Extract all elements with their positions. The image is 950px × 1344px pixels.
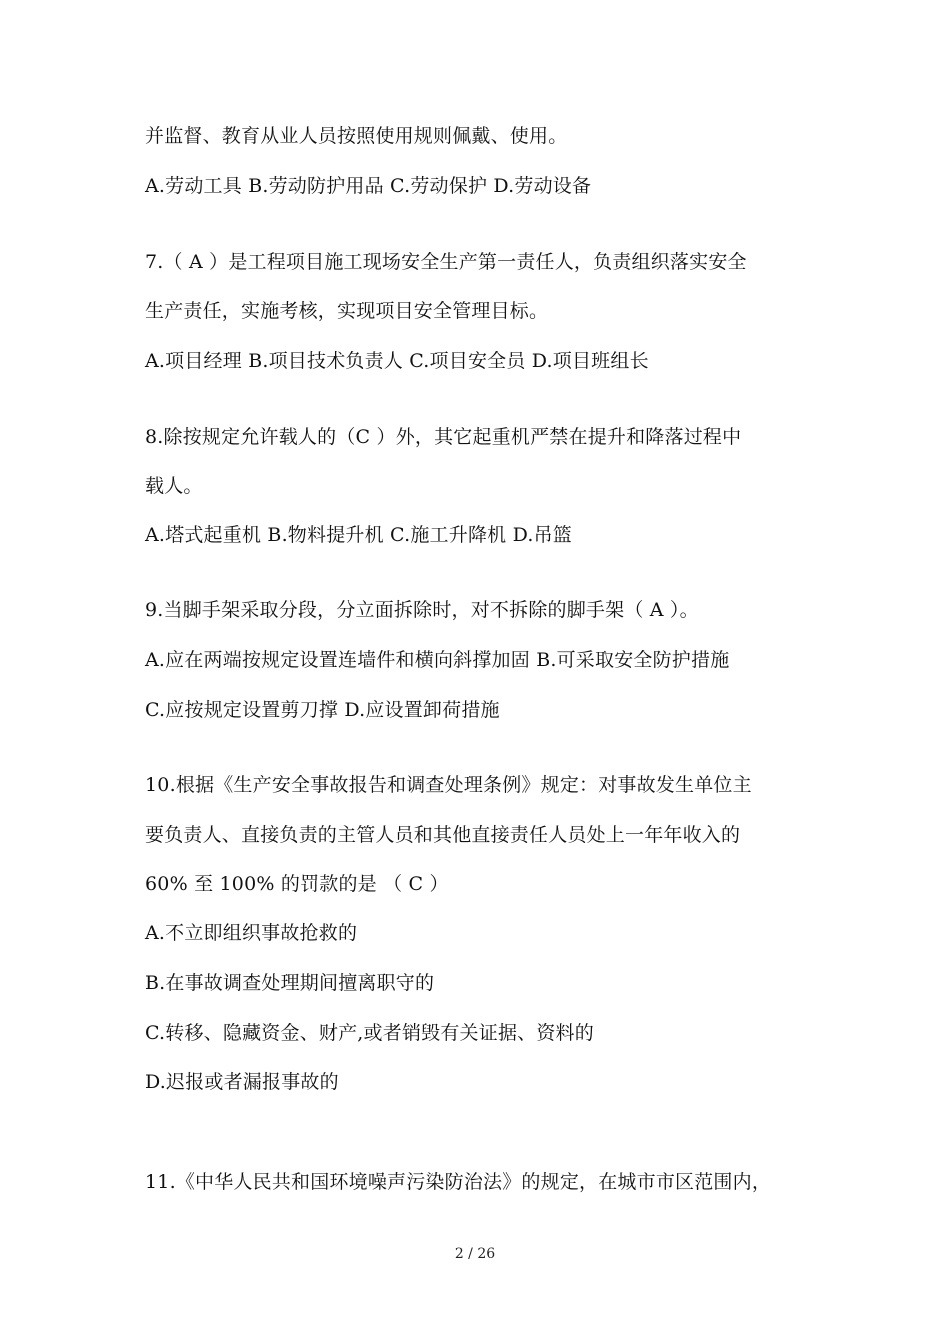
answer-options: A.塔式起重机 B.物料提升机 C.施工升降机 D.吊篮 <box>145 524 572 546</box>
text-line: 60% 至 100% 的罚款的是 （ C ） <box>145 873 449 895</box>
answer-option-c: C.转移、隐藏资金、财产,或者销毁有关证据、资料的 <box>145 1022 594 1044</box>
text-line: 生产责任，实施考核，实现项目安全管理目标。 <box>145 300 549 322</box>
answer-options: A.应在两端按规定设置连墙件和横向斜撑加固 B.可采取安全防护措施 <box>145 649 730 671</box>
question-9: 9.当脚手架采取分段，分立面拆除时，对不拆除的脚手架（ A ）。 <box>145 599 699 621</box>
page-number: 2 / 26 <box>454 1246 496 1262</box>
text-line: 并监督、教育从业人员按照使用规则佩戴、使用。 <box>145 125 568 147</box>
question-7: 7.（ A ）是工程项目施工现场安全生产第一责任人，负责组织落实安全 <box>145 251 747 273</box>
answer-options: A.劳动工具 B.劳动防护用品 C.劳动保护 D.劳动设备 <box>145 175 592 197</box>
question-11: 11.《中华人民共和国环境噪声污染防治法》的规定，在城市市区范围内， <box>145 1171 772 1193</box>
question-8: 8.除按规定允许载人的（C ）外，其它起重机严禁在提升和降落过程中 <box>145 426 742 448</box>
answer-option-b: B.在事故调查处理期间擅离职守的 <box>145 972 435 994</box>
answer-option-a: A.不立即组织事故抢救的 <box>145 922 358 944</box>
text-line: 要负责人、直接负责的主管人员和其他直接责任人员处上一年年收入的 <box>145 824 741 846</box>
answer-options: C.应按规定设置剪刀撑 D.应设置卸荷措施 <box>145 699 500 721</box>
text-line: 载人。 <box>145 475 203 497</box>
answer-option-d: D.迟报或者漏报事故的 <box>145 1071 339 1093</box>
answer-options: A.项目经理 B.项目技术负责人 C.项目安全员 D.项目班组长 <box>145 350 649 372</box>
question-10: 10.根据《生产安全事故报告和调查处理条例》规定：对事故发生单位主 <box>145 774 752 796</box>
